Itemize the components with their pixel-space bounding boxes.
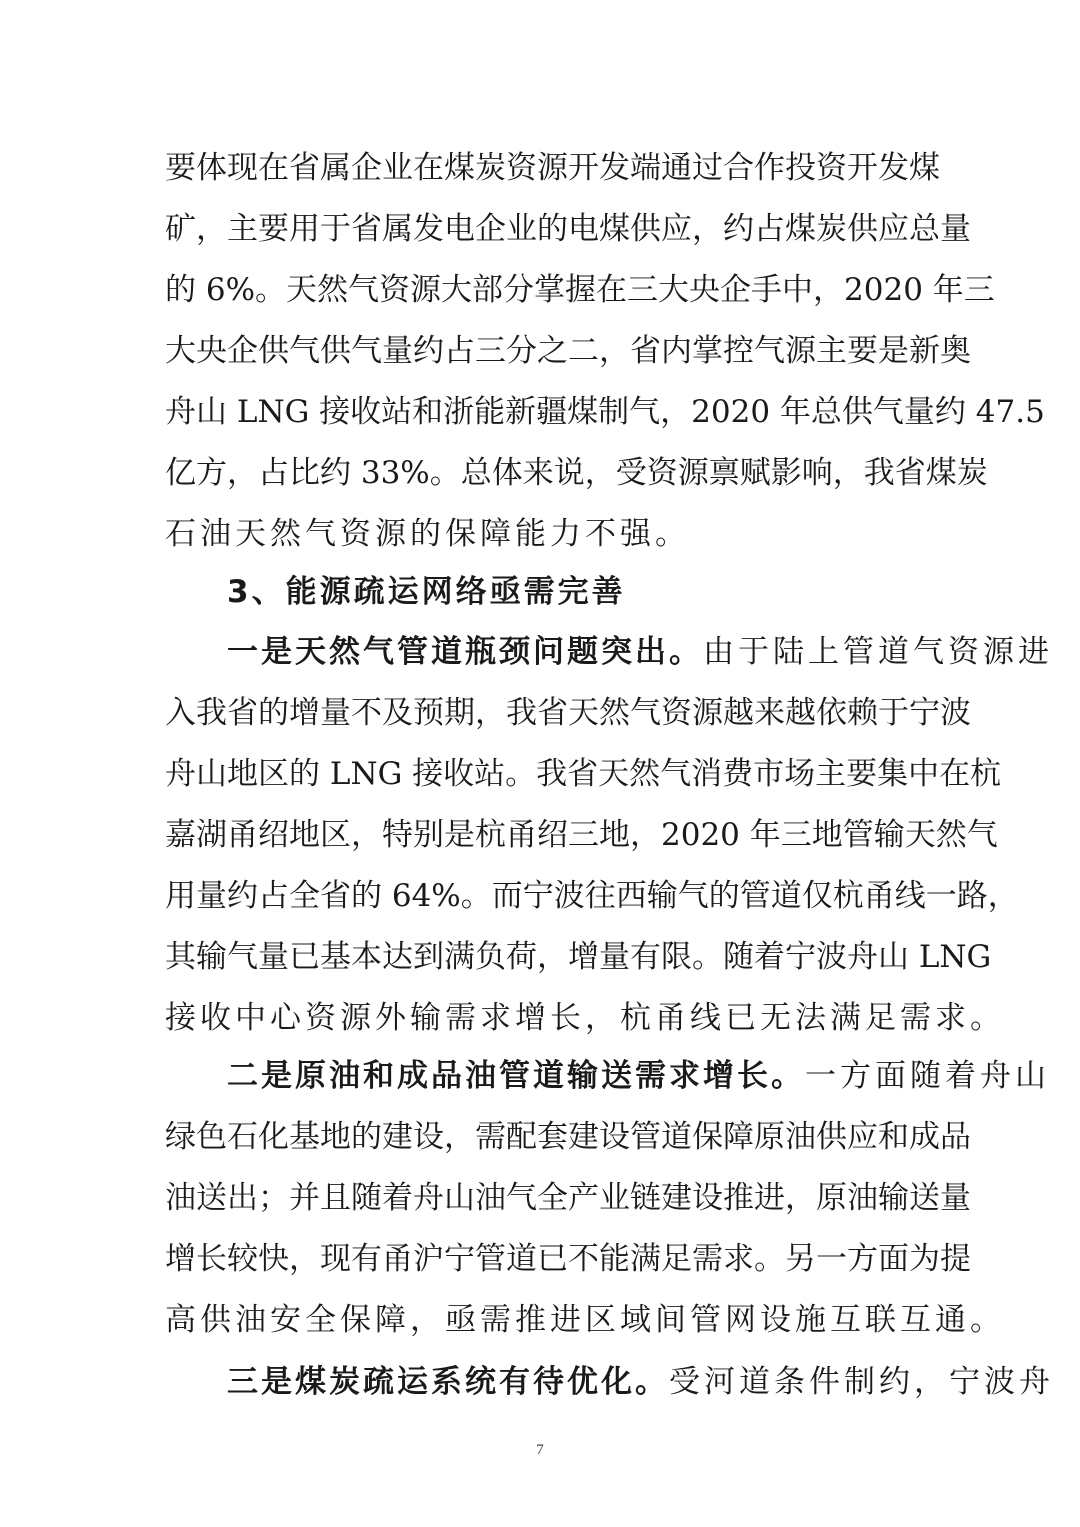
text-line: 高供油安全保障，亟需推进区域间管网设施互联互通。 <box>165 1302 1005 1338</box>
paragraph-first-line <box>227 1046 1050 1106</box>
text-line: 要体现在省属企业在煤炭资源开发端通过合作投资开发煤 <box>165 150 940 186</box>
text-line: 嘉湖甬绍地区，特别是杭甬绍三地，2020 年三地管输天然气 <box>165 817 998 853</box>
text-line: 油送出；并且随着舟山油气全产业链建设推进，原油输送量 <box>165 1180 971 1216</box>
text-line: 的 6%。天然气资源大部分掌握在三大央企手中，2020 年三 <box>165 272 995 308</box>
bold-lead: 三是煤炭疏运系统有待优化。 <box>227 1364 669 1400</box>
text-line: 入我省的增量不及预期，我省天然气资源越来越依赖于宁波 <box>165 695 971 731</box>
paragraph-first-line <box>227 1352 1054 1412</box>
bold-lead: 一是天然气管道瓶颈问题突出。 <box>227 634 703 670</box>
text-line: 石油天然气资源的保障能力不强。 <box>165 516 690 552</box>
text-line: 矿，主要用于省属发电企业的电煤供应，约占煤炭供应总量 <box>165 211 971 247</box>
text-span: 一方面随着舟山 <box>805 1058 1050 1094</box>
text-line: 用量约占全省的 64%。而宁波往西输气的管道仅杭甬线一路， <box>165 878 1019 914</box>
text-line: 增长较快，现有甬沪宁管道已不能满足需求。另一方面为提 <box>165 1241 971 1277</box>
text-span: 受河道条件制约，宁波舟 <box>669 1364 1054 1400</box>
text-line: 大央企供气供气量约占三分之二，省内掌控气源主要是新奥 <box>165 333 971 369</box>
text-span: 由于陆上管道气资源进 <box>703 634 1053 670</box>
page-number: 7 <box>536 1442 544 1458</box>
paragraph-first-line <box>227 622 1053 682</box>
text-line: 舟山 LNG 接收站和浙能新疆煤制气，2020 年总供气量约 47.5 <box>165 394 1045 430</box>
text-line: 亿方，占比约 33%。总体来说，受资源禀赋影响，我省煤炭 <box>165 455 988 491</box>
text-line: 接收中心资源外输需求增长，杭甬线已无法满足需求。 <box>165 1000 1005 1036</box>
text-line: 绿色石化基地的建设，需配套建设管道保障原油供应和成品 <box>165 1119 971 1155</box>
text-line: 舟山地区的 LNG 接收站。我省天然气消费市场主要集中在杭 <box>165 756 1002 792</box>
bold-lead: 二是原油和成品油管道输送需求增长。 <box>227 1058 805 1094</box>
text-line: 其输气量已基本达到满负荷，增量有限。随着宁波舟山 LNG <box>165 939 992 975</box>
section-heading: 3、能源疏运网络亟需完善 <box>227 574 626 610</box>
